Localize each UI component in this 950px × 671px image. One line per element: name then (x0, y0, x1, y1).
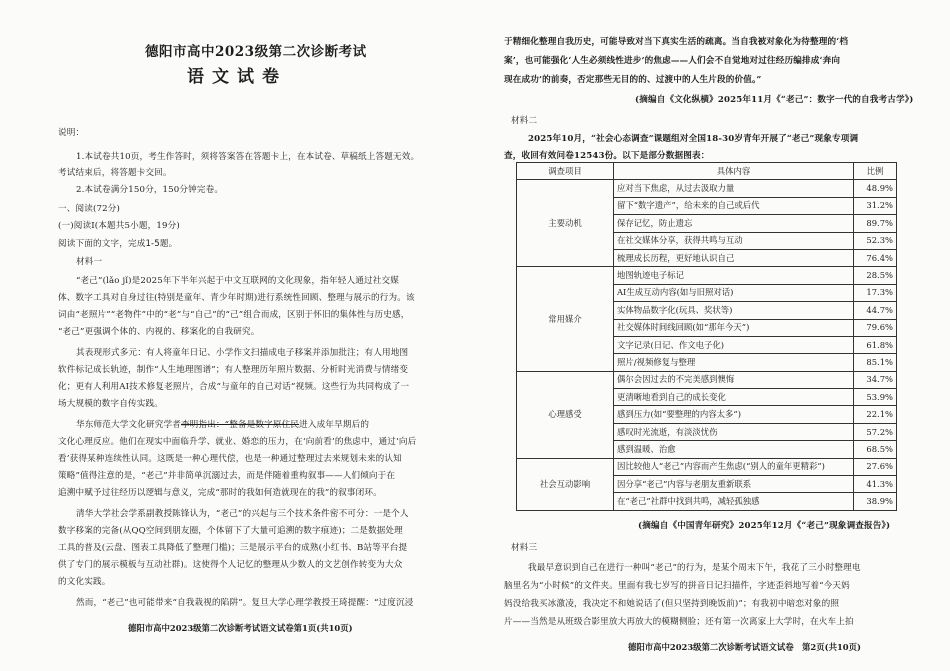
para-line: 软件标记成长轨迹，制作“人生地理图谱”；有人整理历年照片数据、分析时光消费与情绪变 (58, 365, 409, 375)
material1-heading: 材料一 (76, 257, 103, 267)
para-line: 供了专门的展示模板与互动社群)。这使得个人记忆的整理从少数人的文艺创作转变为大众 (58, 560, 403, 570)
material3-heading: 材料三 (511, 543, 538, 553)
header-cell: 调查项目 (517, 163, 614, 180)
pct-cell: 53.9% (854, 389, 897, 406)
pct-cell: 38.9% (854, 493, 897, 510)
page-footer: 德阳市高中2023级第二次诊断考试语文试卷 第2页(共10页) (628, 642, 861, 652)
para-line: 我最早意识到自己在进行一种叫“老己”的行为，是某个周末下午，我花了三小时整理电 (528, 563, 861, 573)
pct-cell: 44.7% (854, 302, 897, 319)
subject-title: 语文试卷 (187, 67, 287, 87)
note-line: 考试结束后，将答题卡交回。 (58, 168, 172, 178)
content-cell: 在“老己”社群中找到共鸣，减轻孤独感 (614, 493, 854, 510)
para-line: 其表现形式多元：有人将童年日记、小学作文扫描成电子移案并添加批注；有人用地图 (76, 348, 409, 358)
section-sub: (一)阅读Ⅰ(本题共5小题，19分) (58, 221, 180, 231)
exam-title: 德阳市高中2023级第二次诊断考试 (145, 44, 367, 60)
header-cell: 具体内容 (614, 163, 854, 180)
survey-table (516, 162, 897, 511)
content-cell: 照片/视频修复与整理 (614, 354, 854, 371)
content-cell: 因分享“老己”内容与老朋友重新联系 (614, 476, 854, 493)
survey-intro-line: 查，收回有效问卷12543份。以下是部分数据图表： (504, 151, 710, 161)
header-cell: 比例 (854, 163, 897, 180)
table-row (517, 458, 897, 475)
pct-cell: 85.1% (854, 354, 897, 371)
content-cell: 留下“数字遗产”，给未来的自己或后代 (614, 197, 854, 214)
pct-cell: 61.8% (854, 336, 897, 353)
pct-cell: 79.6% (854, 319, 897, 336)
pct-cell: 17.3% (854, 284, 897, 301)
para-line: “老己”(lǎo jǐ)是2025年下半年兴起于中文互联网的文化现象，指年轻人通过社交媒 (76, 276, 399, 286)
instruction: 阅读下面的文字，完成1-5题。 (58, 239, 178, 249)
category-cell: 心理感受 (517, 371, 614, 458)
content-cell: 感到压力(如“要整理的内容太多”) (614, 406, 854, 423)
content-cell: 应对当下焦虑，从过去汲取力量 (614, 180, 854, 197)
content-cell: 保存记忆，防止遗忘 (614, 215, 854, 232)
para-line: 体、数字工具对自身过往(特别是童年、青少年时期)进行系统性回顾、整理与展示的行为。该 (58, 293, 415, 303)
pct-cell: 22.1% (854, 406, 897, 423)
para-line: 于精细化整理自我历史，可能导致对当下真实生活的疏离。当自我被对象化为待整理的‘档 (504, 37, 849, 47)
pct-cell: 27.6% (854, 458, 897, 475)
para-line (76, 420, 369, 431)
section-reading: 一、阅读(72分) (58, 204, 120, 214)
content-cell: 在社交媒体分享，获得共鸣与互动 (614, 232, 854, 249)
pct-cell: 41.3% (854, 476, 897, 493)
content-cell: 感叹时光流逝，有淡淡忧伤 (614, 423, 854, 440)
para-text: 华东师范大学文化研究学者 (76, 420, 181, 430)
pct-cell: 31.2% (854, 197, 897, 214)
content-cell: 社交媒体时间线回顾(如“那年今天”) (614, 319, 854, 336)
para-line: 场大规模的数字自传实践。 (58, 399, 163, 409)
note-line: 2.本试卷满分150分，150分钟完卷。 (76, 185, 224, 195)
para-line: 数字移案的完备(从QQ空间到朋友圈，个体留下了大量可追溯的数字痕迹)；二是数据处理 (58, 526, 403, 536)
content-cell: 梳理成长历程，更好地认识自己 (614, 249, 854, 266)
notes-heading: 说明： (58, 128, 85, 138)
para-line: 化；更有人利用AI技术修复老照片，合成“与童年的自己对话”视频。这些行为共同构成了一 (58, 382, 410, 392)
para-line: 策略”值得注意的是，“老己”并非简单沉溺过去，而是伴随着重构叙事——人们倾向于在 (58, 471, 396, 481)
para-line: 看’获得某种连续性认同。这既是一种心理代偿，也是一种通过整理过去来规划未来的认知 (58, 454, 402, 464)
content-cell: 文字记录(日记、作文电子化) (614, 336, 854, 353)
para-line: 片——当然是从班级合影里放大再放大的模糊侧脸；还有第一次离家上大学时，在火车上拍 (504, 617, 854, 627)
material2-heading: 材料二 (511, 116, 538, 126)
para-line: “老己”更强调个体的、内视的、移案化的自我研究。 (58, 327, 260, 337)
citation: (摘编自《中国青年研究》2025年12月《“老己”现象调查报告》) (638, 521, 891, 531)
page-footer: 德阳市高中2023级第二次诊断考试语文试卷第1页(共10页) (128, 623, 353, 633)
content-cell: 更清晰地看到自己的成长变化 (614, 389, 854, 406)
content-cell: 因比较他人“老己”内容而产生焦虑(“别人的童年更精彩”) (614, 458, 854, 475)
struck-text: 李明指出：“整备是数字原住民 (180, 420, 300, 430)
para-line: 妈没给我买冰激凌，我决定不和她说话了(但只坚持到晚饭前)”；有我初中暗恋对象的照 (504, 599, 840, 609)
para-line: 案’，也可能强化‘人生必须线性进步’的焦虑——人们会不自觉地对过往经历编排成‘奔向 (504, 56, 841, 66)
content-cell: 实体物品数字化(玩具、奖状等) (614, 302, 854, 319)
para-line: 脑里名为“小时候”的文件夹。里面有我七岁写的拼音日记扫描件，字迹歪斜地写着“今天妈 (504, 581, 850, 591)
pct-cell: 57.2% (854, 423, 897, 440)
survey-intro-line: 2025年10月，“社会心态调查”课题组对全国18-30岁青年开展了“老己”现象专项调 (528, 134, 859, 144)
table-row (517, 371, 897, 388)
content-cell: AI生成互动内容(如与旧照对话) (614, 284, 854, 301)
table-row (517, 180, 897, 197)
pct-cell: 52.3% (854, 232, 897, 249)
right-page (475, 0, 950, 671)
content-cell: 感到温暖、治愈 (614, 441, 854, 458)
pct-cell: 89.7% (854, 215, 897, 232)
pct-cell: 68.5% (854, 441, 897, 458)
pct-cell: 28.5% (854, 267, 897, 284)
para-line: 追溯中赋予过往经历以逻辑与意义，完成“那时的我如何造就现在的我”的叙事闭环。 (58, 488, 382, 498)
para-line: 文化心理反应。他们在现实中面临升学、就业、婚恋的压力，在‘向前看’的焦虑中，通过‘向后 (58, 437, 417, 447)
pct-cell: 76.4% (854, 249, 897, 266)
pct-cell: 34.7% (854, 371, 897, 388)
category-cell: 主要动机 (517, 180, 614, 267)
content-cell: 偶尔会因过去的不完美感到懊悔 (614, 371, 854, 388)
para-text: 进入成年早期后的 (299, 420, 370, 430)
para-line: 然而，“老己”也可能带来“自我栽视的陷阱”。复旦大学心理学教授王琦提醒：“过度沉浸 (76, 598, 414, 608)
table-row (517, 267, 897, 284)
content-cell: 地图轨迹电子标记 (614, 267, 854, 284)
para-line: 工具的普及(云盘、图表工具降低了整理门槛)；三是展示平台的成熟(小红书、B站等平台提 (58, 543, 408, 553)
pct-cell: 48.9% (854, 180, 897, 197)
category-cell: 常用媒介 (517, 267, 614, 371)
table-header-row (517, 163, 897, 180)
category-cell: 社会互动影响 (517, 458, 614, 510)
para-line: 的文化实践。 (58, 577, 111, 587)
note-line: 1.本试卷共10页，考生作答时，须将答案答在答题卡上，在本试卷、草稿纸上答题无效。 (76, 152, 420, 162)
para-line: 清华大学社会学系副教授陈锋认为，“老己”的兴起与三个技术条件密不可分：一是个人 (76, 509, 409, 519)
citation: (摘编自《文化纵横》2025年11月《“老己”：数字一代的自我考古学》) (635, 95, 914, 105)
para-line: 现在成功’的前奏，否定那些无目的的、过渡中的人生片段的价值。” (504, 75, 762, 85)
para-line: 词由“老照片”“老物件”中的“老”与“自己”的“己”组合而成，区别于怀旧的集体性与历史感， (58, 310, 410, 320)
